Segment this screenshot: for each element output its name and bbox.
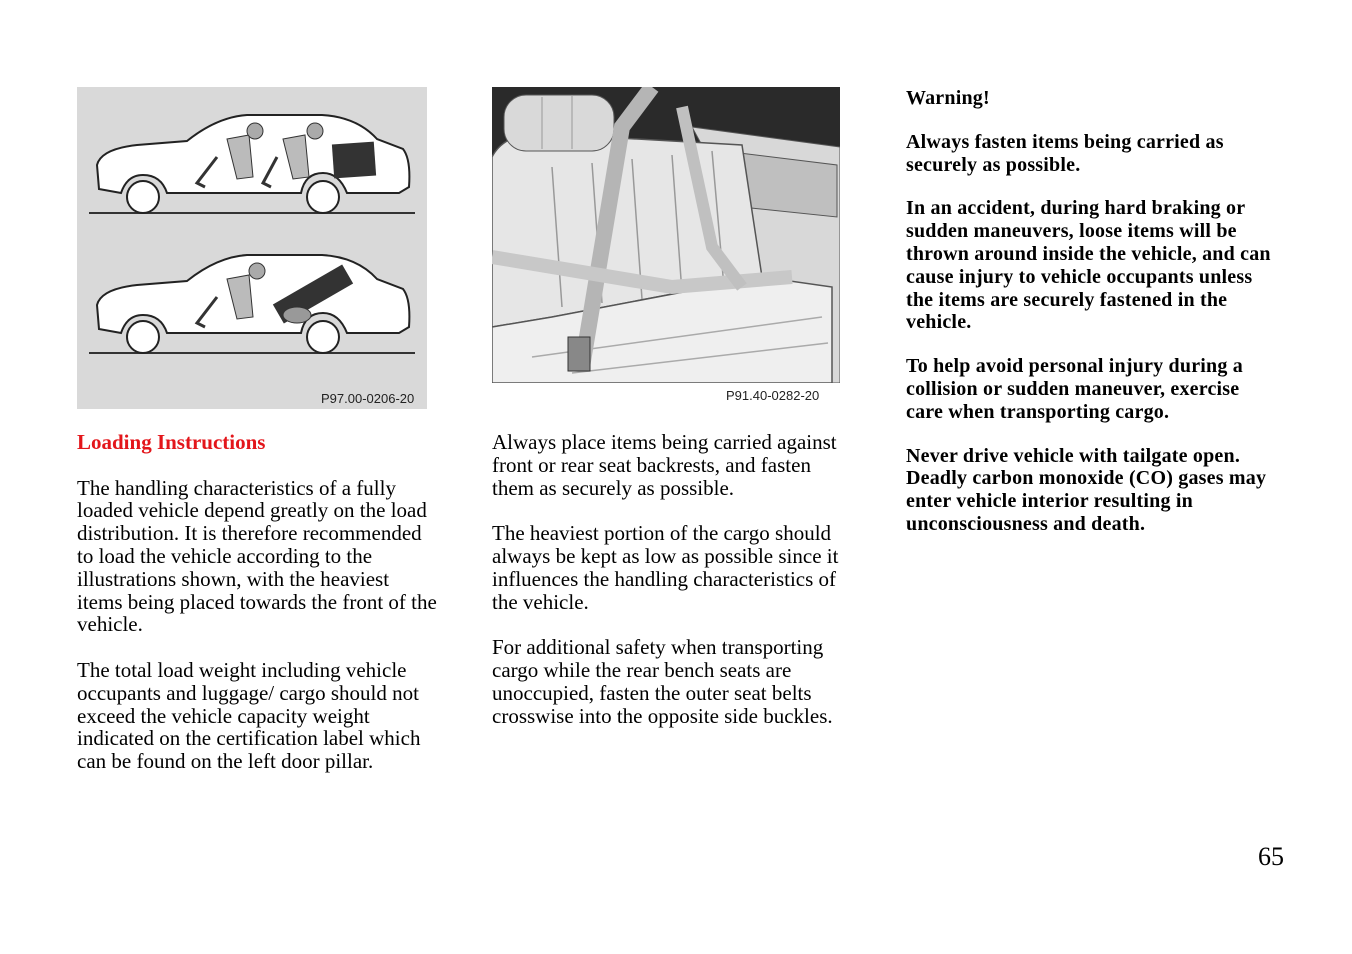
section-heading-loading-instructions: Loading Instructions: [77, 430, 266, 454]
paragraph-handling: The handling characteristics of a fully loaded vehicle depend greatly on the load distribution. It is therefore recommended to load the vehicle according to the illustrations shown, with the heaviest items being placed towards the front of the vehicle.: [77, 475, 437, 637]
warning-accident: In an accident, during hard braking or sudden maneuvers, loose items will be thrown around inside the vehicle, and can cause injury to vehicle occupants unless the items are securely fastened in the vehicle.: [906, 197, 1271, 334]
warning-box: [906, 87, 1278, 557]
paragraph-additional-safety: For additional safety when transporting cargo while the rear bench seats are unoccupied, fasten the outer seat belts crosswise into the opposite side buckles.: [492, 635, 833, 728]
figure-code-middle: P91.40-0282-20: [726, 388, 820, 403]
rear-seat-illustration: [492, 87, 840, 383]
page-number: 65: [1258, 842, 1284, 871]
loading-diagram-figure: [77, 87, 427, 409]
warning-title: Warning!: [906, 87, 990, 109]
paragraph-place-items: Always place items being carried against front or rear seat backrests, and fasten them as securely as possible.: [492, 430, 837, 500]
paragraph-heaviest-cargo: The heaviest portion of the cargo should always be kept as low as possible since it influences the handling characteristics of the vehicle.: [492, 521, 839, 614]
warning-fasten-items: Always fasten items being carried as securely as possible.: [906, 130, 1224, 176]
paragraph-total-load: The total load weight including vehicle occupants and luggage/ cargo should not exceed the vehicle capacity weight indicated on the certification label which can be found on the left door pillar.: [77, 657, 421, 774]
figure-code-left: P97.00-0206-20: [321, 391, 415, 406]
rear-seat-belt-figure: [492, 87, 840, 407]
warning-avoid-injury: To help avoid personal injury during a collision or sudden maneuver, exercise care when transporting cargo.: [906, 355, 1243, 423]
warning-tailgate: Never drive vehicle with tailgate open. Deadly carbon monoxide (CO) gases may enter vehicle interior resulting in unconsciousness and death.: [906, 444, 1267, 535]
column-2-text: [492, 431, 854, 750]
column-1-text: [77, 431, 439, 796]
